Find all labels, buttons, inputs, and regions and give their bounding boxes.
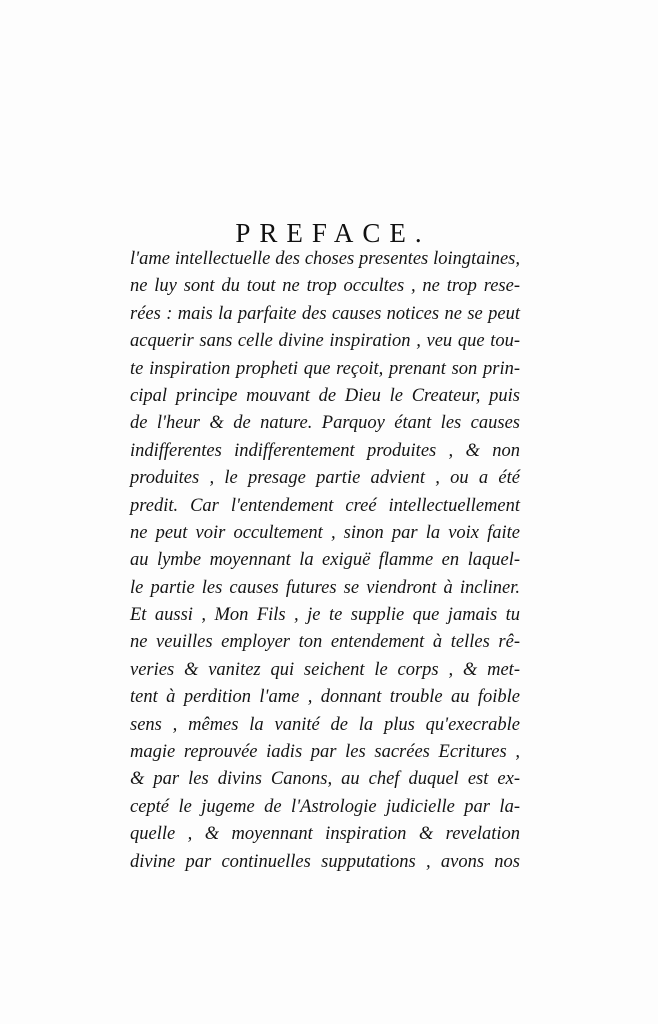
- text-line: quelle , & moyennant inspiration & revelation: [130, 824, 520, 845]
- text-line: rées : mais la parfaite des causes notices ne se peut: [130, 303, 520, 324]
- text-line: l'ame intellectuelle des choses presentes loingtaines,: [130, 249, 520, 269]
- text-line: ne peut voir occultement , sinon par la voix faite: [130, 522, 520, 543]
- text-line: tent à perdition l'ame , donnant trouble au foible: [130, 687, 520, 708]
- text-line: divine par continuelles supputations , avons nos: [130, 851, 520, 872]
- text-line: le partie les causes futures se viendront à incliner.: [130, 577, 520, 598]
- text-line: sens , mêmes la vanité de la plus qu'execrable: [130, 714, 520, 735]
- text-line: & par les divins Canons, au chef duquel est ex-: [130, 769, 520, 790]
- text-line: ne veuilles employer ton entendement à telles rê-: [130, 632, 520, 653]
- text-line: ne luy sont du tout ne trop occultes , ne trop rese-: [130, 276, 520, 297]
- text-line: au lymbe moyennant la exiguë flamme en laquel-: [130, 550, 520, 571]
- text-line: te inspiration propheti que reçoit, prenant son prin-: [130, 358, 520, 379]
- text-line: de l'heur & de nature. Parquoy étant les causes: [130, 413, 520, 434]
- body-text: [130, 246, 520, 876]
- text-line: produites , le presage partie advient , ou a été: [130, 468, 520, 489]
- text-line: predit. Car l'entendement creé intellectuellement: [130, 495, 520, 516]
- text-line: veries & vanitez qui seichent le corps , & met-: [130, 659, 520, 680]
- text-line: acquerir sans celle divine inspiration , veu que tou-: [130, 331, 520, 352]
- running-head: PREFACE.: [235, 218, 431, 248]
- text-line: Et aussi , Mon Fils , je te supplie que jamais tu: [130, 605, 520, 626]
- text-line: magie reprouvée iadis par les sacrées Ecritures ,: [130, 742, 520, 763]
- text-line: indifferentes indifferentement produites , & non: [130, 440, 520, 461]
- text-line: cipal principe mouvant de Dieu le Createur, puis: [130, 385, 520, 406]
- text-line: cepté le jugeme de l'Astrologie judicielle par la-: [130, 796, 520, 817]
